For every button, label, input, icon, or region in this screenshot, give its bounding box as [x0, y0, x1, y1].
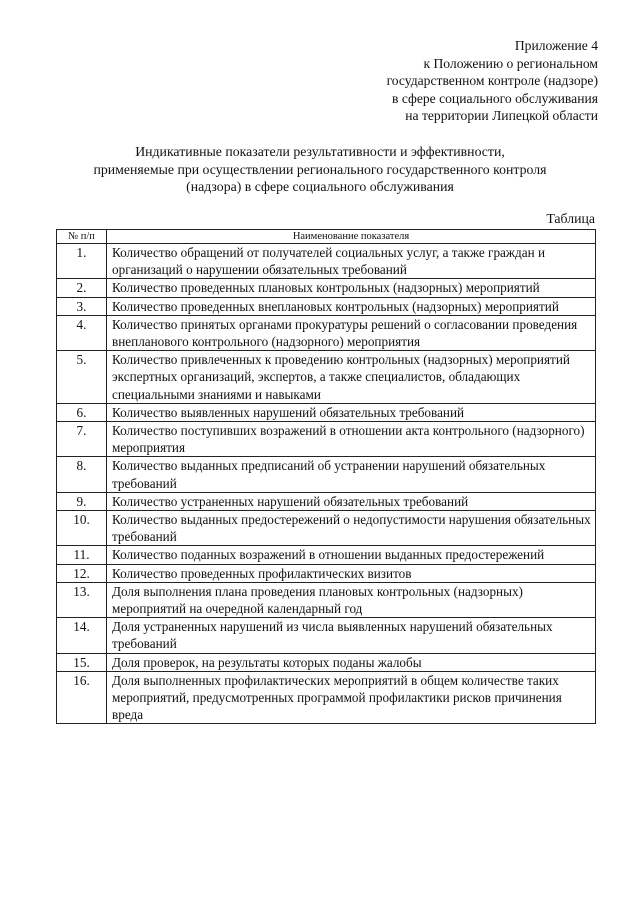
table-row — [57, 511, 596, 546]
row-indicator: Количество поданных возражений в отношении выданных предостережений — [107, 546, 596, 564]
row-number: 6. — [57, 403, 107, 421]
row-indicator: Количество принятых органами прокуратуры решений о согласовании проведения внепланового контрольного (надзорного) мероприятия — [107, 315, 596, 350]
table-row — [57, 422, 596, 457]
row-indicator: Количество проведенных внеплановых контрольных (надзорных) мероприятий — [107, 297, 596, 315]
appendix-line: государственном контроле (надзоре) — [386, 73, 598, 88]
row-number: 2. — [57, 279, 107, 297]
title-line: Индикативные показатели результативности и эффективности, — [135, 144, 505, 159]
row-indicator: Доля выполнения плана проведения плановых контрольных (надзорных) мероприятий на очередной календарный год — [107, 582, 596, 617]
table-row — [57, 618, 596, 653]
row-indicator: Количество обращений от получателей социальных услуг, а также граждан и организаций о нарушении обязательных требований — [107, 244, 596, 279]
table-row — [57, 546, 596, 564]
appendix-block — [387, 37, 598, 125]
row-number: 10. — [57, 511, 107, 546]
row-number: 4. — [57, 315, 107, 350]
row-indicator: Количество поступивших возражений в отношении акта контрольного (надзорного) мероприятия — [107, 422, 596, 457]
appendix-line: в сфере социального обслуживания — [392, 90, 598, 106]
row-indicator: Доля устраненных нарушений из числа выявленных нарушений обязательных требований — [107, 618, 596, 653]
row-number: 12. — [57, 564, 107, 582]
row-indicator: Доля выполненных профилактических мероприятий в общем количестве таких мероприятий, предусмотренных программой профилактики рисков причинения вреда — [107, 671, 596, 724]
table-header-row — [57, 230, 596, 244]
row-indicator: Количество проведенных плановых контрольных (надзорных) мероприятий — [107, 279, 596, 297]
row-number: 7. — [57, 422, 107, 457]
row-indicator: Количество проведенных профилактических визитов — [107, 564, 596, 582]
table-row — [57, 297, 596, 315]
table-row — [57, 564, 596, 582]
table-caption: Таблица — [546, 211, 595, 226]
row-number: 9. — [57, 492, 107, 510]
appendix-line: Приложение 4 — [514, 38, 598, 53]
row-number: 11. — [57, 546, 107, 564]
row-number: 8. — [57, 457, 107, 492]
table-row — [57, 457, 596, 492]
row-indicator: Количество выданных предостережений о недопустимости нарушения обязательных требований — [107, 511, 596, 546]
table-row — [57, 315, 596, 350]
row-number: 14. — [57, 618, 107, 653]
row-indicator: Количество выявленных нарушений обязательных требований — [107, 403, 596, 421]
indicators-table — [56, 229, 596, 724]
row-number: 1. — [57, 244, 107, 279]
table-row — [57, 653, 596, 671]
table-row — [57, 403, 596, 421]
title-line: применяемые при осуществлении регионального государственного контроля — [93, 161, 547, 177]
row-number: 13. — [57, 582, 107, 617]
table-row — [57, 582, 596, 617]
row-indicator: Количество привлеченных к проведению контрольных (надзорных) мероприятий экспертных организаций, экспертов, а также специалистов, обладающих специальными знаниями и навыками — [107, 351, 596, 404]
appendix-line: к Положению о региональном — [423, 55, 598, 71]
appendix-line: на территории Липецкой области — [405, 108, 598, 123]
row-number: 3. — [57, 297, 107, 315]
header-number: № п/п — [57, 230, 107, 244]
table-row — [57, 671, 596, 724]
row-number: 15. — [57, 653, 107, 671]
row-number: 16. — [57, 671, 107, 724]
table-row — [57, 492, 596, 510]
row-number: 5. — [57, 351, 107, 404]
row-indicator: Количество выданных предписаний об устранении нарушений обязательных требований — [107, 457, 596, 492]
row-indicator: Доля проверок, на результаты которых поданы жалобы — [107, 653, 596, 671]
table-row — [57, 244, 596, 279]
row-indicator: Количество устраненных нарушений обязательных требований — [107, 492, 596, 510]
title-line: (надзора) в сфере социального обслуживания — [186, 179, 454, 194]
document-title — [40, 143, 600, 196]
table-row — [57, 351, 596, 404]
header-indicator-name: Наименование показателя — [107, 230, 596, 244]
table-row — [57, 279, 596, 297]
